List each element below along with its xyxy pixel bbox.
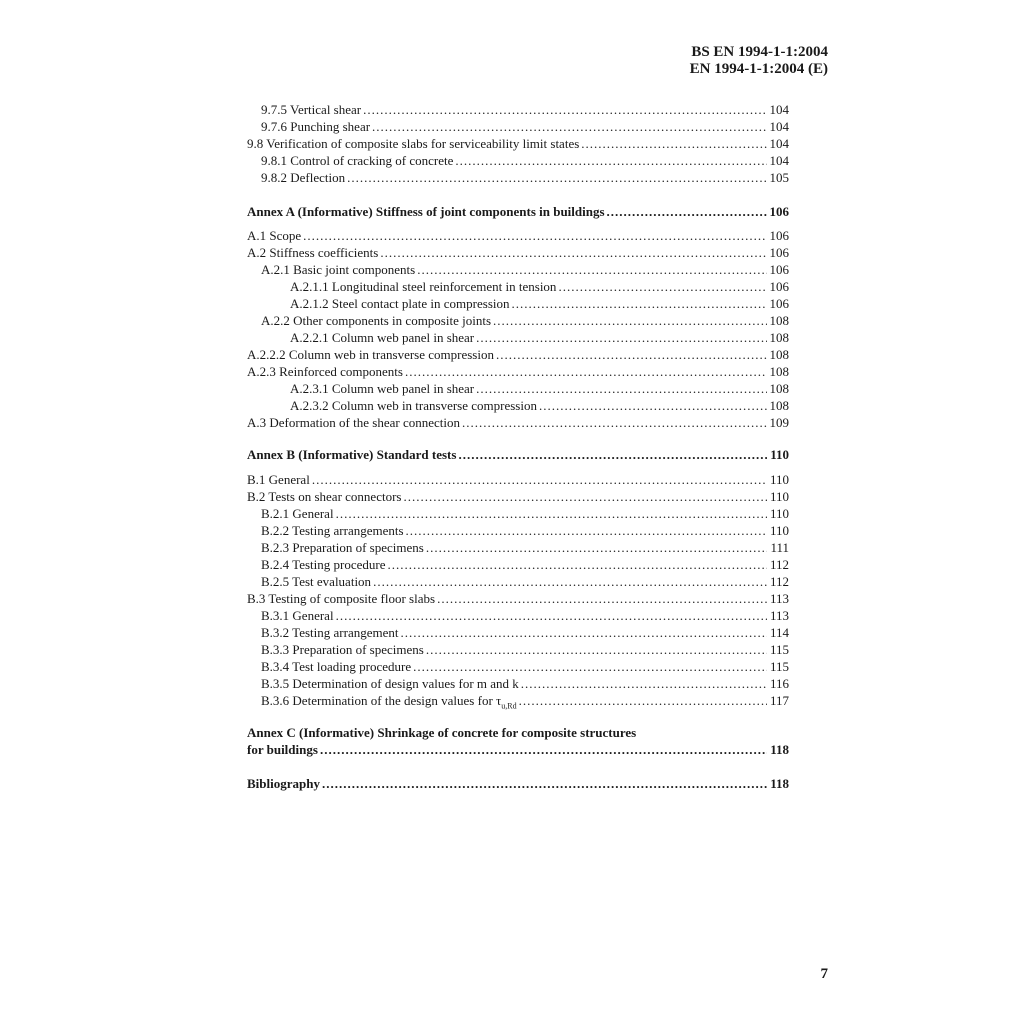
toc-annex-c-title: Annex C (Informative) Shrinkage of concrete for composite structures [247, 725, 637, 740]
toc-entry: A.2.1 Basic joint components ..... 106 [261, 261, 789, 278]
toc-entry: B.3.1 General ..... 113 [261, 607, 789, 624]
toc-annex-c: for buildings ..... 118 [247, 741, 789, 758]
toc-entry: B.2 Tests on shear connectors ..... 110 [247, 488, 789, 505]
toc-entry: B.3.4 Test loading procedure ..... 115 [261, 658, 789, 675]
toc-entry: 9.7.5 Vertical shear ..... 104 [261, 101, 789, 118]
toc-annex-b: Annex B (Informative) Standard tests ..... 110 [247, 446, 789, 463]
toc-annex-a: Annex A (Informative) Stiffness of joint components in buildings ..... 106 [247, 203, 789, 220]
toc-entry: 9.7.6 Punching shear ..... 104 [261, 118, 789, 135]
toc-entry: B.2.5 Test evaluation ..... 112 [261, 573, 789, 590]
toc-bibliography: Bibliography ..... 118 [247, 775, 789, 792]
toc-entry: B.3.5 Determination of design values for m and k ..... 116 [261, 675, 789, 692]
toc-entry: A.2.3.1 Column web panel in shear ..... 108 [290, 380, 789, 397]
toc-entry: 9.8.1 Control of cracking of concrete ..... 104 [261, 152, 789, 169]
toc-entry: A.2.3.2 Column web in transverse compression ..... 108 [290, 397, 789, 414]
toc-entry: A.2.1.1 Longitudinal steel reinforcement in tension ..... 106 [290, 278, 789, 295]
toc-entry: A.1 Scope ..... 106 [247, 227, 789, 244]
document-header [690, 44, 828, 78]
toc-entry: B.3.3 Preparation of specimens ..... 115 [261, 641, 789, 658]
toc-entry: 9.8 Verification of composite slabs for serviceability limit states ..... 104 [247, 135, 789, 152]
page-number: 7 [820, 966, 828, 982]
toc-entry: B.2.2 Testing arrangements ..... 110 [261, 522, 789, 539]
toc-entry: B.2.1 General ..... 110 [261, 505, 789, 522]
toc-entry: A.2.2.2 Column web in transverse compression ..... 108 [247, 346, 789, 363]
toc-entry: B.2.4 Testing procedure ..... 112 [261, 556, 789, 573]
standard-id-en: EN 1994-1-1:2004 (E) [689, 61, 828, 77]
toc-entry: B.3 Testing of composite floor slabs ..... 113 [247, 590, 789, 607]
toc-entry: A.2 Stiffness coefficients ..... 106 [247, 244, 789, 261]
toc-entry: B.1 General ..... 110 [247, 471, 789, 488]
toc-entry: 9.8.2 Deflection ..... 105 [261, 169, 789, 186]
toc-entry: A.2.3 Reinforced components ..... 108 [247, 363, 789, 380]
toc-entry: A.3 Deformation of the shear connection ..... 109 [247, 414, 789, 431]
toc-entry: B.2.3 Preparation of specimens ..... 111 [261, 539, 789, 556]
toc-entry: B.3.6 Determination of the design values for $\tau_{u,Rd}$ ..... 117 [261, 692, 789, 715]
toc-entry: B.3.2 Testing arrangement ..... 114 [261, 624, 789, 641]
standard-id-bs: BS EN 1994-1-1:2004 [691, 44, 828, 60]
toc-entry: A.2.2 Other components in composite joints ..... 108 [261, 312, 789, 329]
toc-entry: A.2.2.1 Column web panel in shear ..... 108 [290, 329, 789, 346]
toc-entry: A.2.1.2 Steel contact plate in compression ..... 106 [290, 295, 789, 312]
